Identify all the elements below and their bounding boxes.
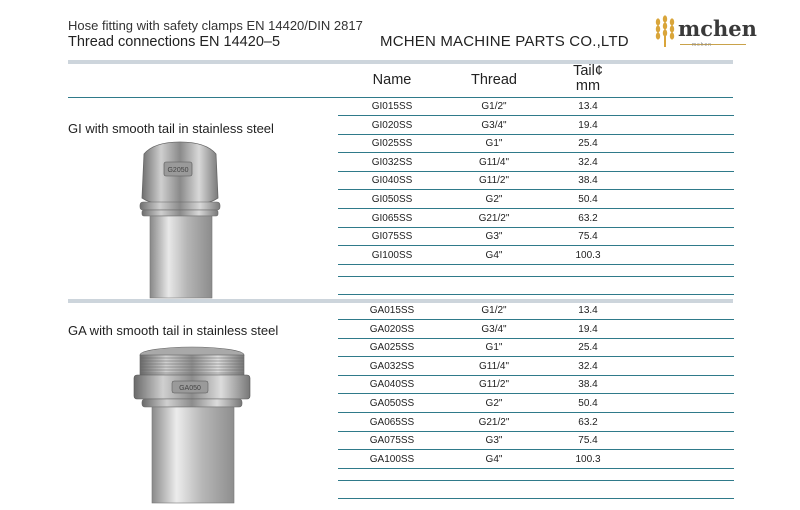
- section-2-label: GA with smooth tail in stainless steel: [68, 323, 279, 338]
- cell-tail: 63.2: [578, 416, 598, 428]
- row-rule: [338, 264, 734, 265]
- cell-tail: 19.4: [578, 119, 598, 131]
- cell-thread: G11/2": [478, 379, 510, 391]
- cell-name: GI040SS: [371, 175, 413, 187]
- empty-row-rule: [338, 480, 734, 481]
- cell-thread: G11/4": [478, 360, 510, 372]
- cell-name: GI032SS: [371, 156, 413, 168]
- cell-tail: 50.4: [578, 398, 598, 409]
- empty-row-rule: [338, 276, 734, 277]
- table-row: [338, 98, 734, 116]
- cell-name: GI020SS: [371, 119, 413, 131]
- table-row: [338, 432, 734, 450]
- cell-thread: G21/2": [478, 212, 510, 224]
- cell-tail: 75.4: [578, 231, 598, 243]
- table-row: [338, 191, 734, 209]
- cell-name: GA100SS: [369, 453, 415, 465]
- cell-name: GA020SS: [369, 323, 415, 335]
- cell-thread: G1": [485, 342, 503, 354]
- cell-tail: 38.4: [578, 175, 598, 187]
- table-row: [338, 414, 734, 432]
- cell-name: GA065SS: [369, 416, 415, 428]
- col-header-thread: Thread: [471, 72, 517, 88]
- cell-name: GI065SS: [371, 212, 413, 224]
- row-rule: [338, 468, 734, 469]
- cell-thread: G1": [485, 138, 503, 150]
- col-header-tail-label: Tail¢: [573, 63, 603, 79]
- table-row: [338, 376, 734, 394]
- cell-tail: 100.3: [575, 249, 601, 261]
- logo-subtext: mchen: [692, 42, 713, 48]
- cell-thread: G11/4": [478, 156, 510, 168]
- table-row: [338, 451, 734, 469]
- ga-fitting-image: [130, 345, 260, 505]
- table-row: [338, 321, 734, 339]
- table-row: [338, 302, 734, 320]
- ga-fitting-illustration: [130, 345, 260, 505]
- cell-name: GA075SS: [369, 435, 415, 447]
- empty-row-rule: [338, 498, 734, 499]
- gi-fitting-illustration: [130, 140, 230, 300]
- cell-tail: 32.4: [578, 360, 598, 372]
- logo-wordmark: mchen: [678, 16, 757, 41]
- wheat-logo-icon: [652, 14, 678, 48]
- table-row: [338, 339, 734, 357]
- cell-name: GA032SS: [369, 360, 415, 372]
- cell-name: GA040SS: [369, 379, 415, 391]
- col-header-tail: [542, 64, 634, 94]
- gi-fitting-image: [130, 140, 230, 300]
- cell-tail: 50.4: [578, 194, 598, 205]
- empty-row-rule: [338, 294, 734, 295]
- cell-name: GA025SS: [369, 342, 415, 354]
- cell-tail: 32.4: [578, 156, 598, 168]
- table-row: [338, 358, 734, 376]
- table-row: [338, 135, 734, 153]
- cell-thread: G3/4": [481, 119, 507, 131]
- cell-name: GI015SS: [371, 101, 413, 112]
- cell-tail: 100.3: [575, 453, 601, 465]
- cell-tail: 38.4: [578, 379, 598, 391]
- cell-name: GA050SS: [369, 398, 415, 409]
- cell-thread: G1/2": [481, 305, 507, 316]
- table-row: [338, 210, 734, 228]
- cell-thread: G3": [485, 231, 503, 243]
- company-name: MCHEN MACHINE PARTS CO.,LTD: [380, 33, 629, 50]
- mchen-logo: [650, 14, 757, 50]
- cell-name: GI050SS: [371, 194, 413, 205]
- cell-name: GI075SS: [371, 231, 413, 243]
- cell-thread: G21/2": [478, 416, 510, 428]
- cell-thread: G3/4": [481, 323, 507, 335]
- title-line-1: Hose fitting with safety clamps EN 14420/DIN 2817: [68, 18, 363, 33]
- cell-tail: 75.4: [578, 435, 598, 447]
- title-line-2: Thread connections EN 14420–5: [68, 34, 281, 50]
- cell-thread: G3": [485, 435, 503, 447]
- ga-marking-text: GA050: [179, 385, 201, 392]
- cell-name: GI025SS: [371, 138, 413, 150]
- cell-thread: G2": [485, 194, 503, 205]
- table-row: [338, 247, 734, 265]
- cell-thread: G11/2": [478, 175, 510, 187]
- table-row: [338, 395, 734, 413]
- cell-tail: 25.4: [578, 138, 598, 150]
- logo-underline: [680, 44, 746, 45]
- cell-thread: G4": [485, 249, 503, 261]
- cell-thread: G4": [485, 453, 503, 465]
- table-row: [338, 154, 734, 172]
- table-row: [338, 172, 734, 190]
- cell-name: GI100SS: [371, 249, 413, 261]
- col-header-tail-unit: mm: [575, 78, 601, 94]
- section-1-label: GI with smooth tail in stainless steel: [68, 121, 274, 136]
- table-row: [338, 117, 734, 135]
- cell-tail: 19.4: [578, 323, 598, 335]
- cell-tail: 13.4: [578, 101, 598, 112]
- cell-thread: G2": [485, 398, 503, 409]
- gi-marking-text: G2050: [167, 167, 189, 174]
- table-row: [338, 228, 734, 246]
- col-header-name: Name: [372, 72, 412, 88]
- cell-tail: 25.4: [578, 342, 598, 354]
- cell-tail: 13.4: [578, 305, 598, 316]
- cell-tail: 63.2: [578, 212, 598, 224]
- cell-thread: G1/2": [481, 101, 507, 112]
- cell-name: GA015SS: [369, 305, 415, 316]
